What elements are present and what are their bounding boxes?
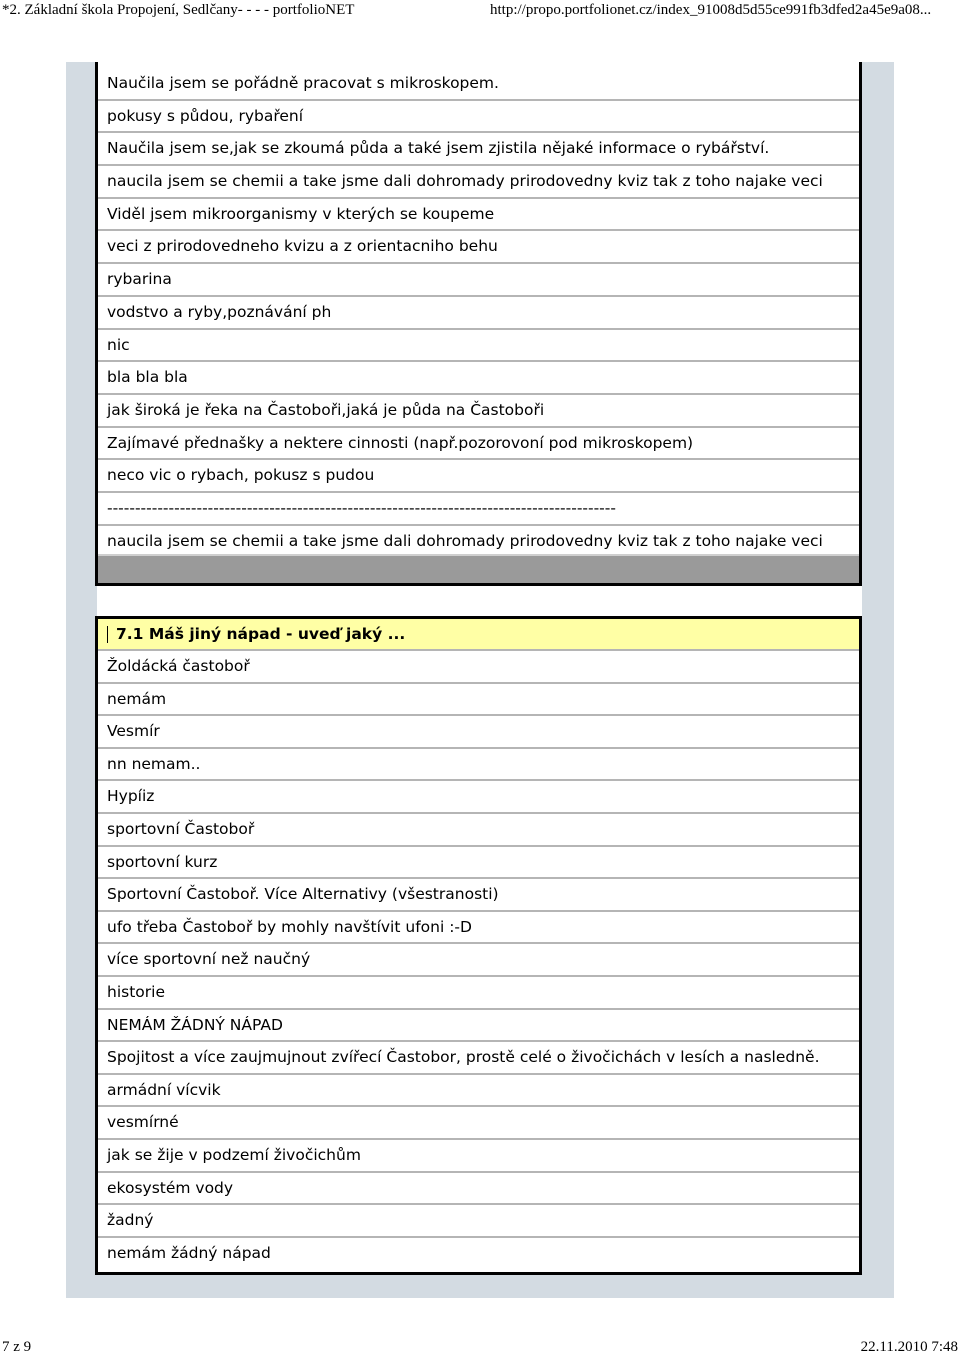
answer-row: ufo třeba Častoboř by mohly navštívit ufoni :-D: [98, 912, 859, 945]
answer-row: naucila jsem se chemii a take jsme dali dohromady prirodovedny kviz tak z toho najake veci: [98, 166, 859, 199]
answer-row: Naučila jsem se,jak se zkoumá půda a také jsem zjistila nějaké informace o rybářství.: [98, 133, 859, 166]
page-number: 7 z 9: [2, 1339, 32, 1355]
answer-row: NEMÁM ŽÁDNÝ NÁPAD: [98, 1010, 859, 1043]
answer-row: Zajímavé přednašky a nektere cinnosti (např.pozorovoní pod mikroskopem): [98, 428, 859, 461]
answer-row: Sportovní Častoboř. Více Alternativy (všestranosti): [98, 879, 859, 912]
question-marker: [107, 626, 108, 643]
answer-row: jak se žije v podzemí živočichům: [98, 1140, 859, 1173]
answer-row: žadný: [98, 1205, 859, 1238]
answer-row: ekosystém vody: [98, 1173, 859, 1206]
print-footer: [0, 1338, 960, 1357]
answer-row: naucila jsem se chemii a take jsme dali dohromady prirodovedny kviz tak z toho najake veci: [98, 526, 859, 559]
answer-row: sportovní kurz: [98, 847, 859, 880]
table-gap: [97, 586, 862, 616]
table-footer-bar: [98, 554, 859, 583]
answers-table-question-7-1: [95, 616, 862, 1275]
document-url: http://propo.portfolionet.cz/index_91008d5d55ce991fb3dfed2a45e9a08...: [490, 2, 932, 18]
answer-row: Vesmír: [98, 716, 859, 749]
question-label: 7.1 Máš jiný nápad - uveď jaký ...: [116, 625, 406, 643]
answer-row: bla bla bla: [98, 362, 859, 395]
answer-row: nic: [98, 330, 859, 363]
print-date: 22.11.2010 7:48: [860, 1339, 958, 1355]
answer-row: sportovní Častoboř: [98, 814, 859, 847]
answer-row: armádní vícvik: [98, 1075, 859, 1108]
answer-row: jak široká je řeka na Častoboři,jaká je půda na Častoboři: [98, 395, 859, 428]
answer-row: pokusy s půdou, rybaření: [98, 101, 859, 134]
print-header: [0, 0, 960, 20]
answer-row: rybarina: [98, 264, 859, 297]
answer-row: veci z prirodovedneho kvizu a z orientacniho behu: [98, 231, 859, 264]
question-header: [98, 619, 859, 651]
answer-row: historie: [98, 977, 859, 1010]
answers-list-previous: [98, 62, 859, 558]
answer-row: vesmírné: [98, 1107, 859, 1140]
answers-table-previous: [95, 62, 862, 586]
answer-row: Viděl jsem mikroorganismy v kterých se koupeme: [98, 199, 859, 232]
answer-row: neco vic o rybach, pokusz s pudou: [98, 460, 859, 493]
answer-row: nn nemam..: [98, 749, 859, 782]
answer-row: Hypíiz: [98, 781, 859, 814]
answer-row: více sportovní než naučný: [98, 944, 859, 977]
answer-row: Spojitost a více zaujmujnout zvířecí Častobor, prostě celé o živočichách v lesích a nasledně.: [98, 1042, 859, 1075]
answer-row: nemám: [98, 684, 859, 717]
answer-row: vodstvo a ryby,poznávání ph: [98, 297, 859, 330]
answer-row: nemám žádný nápad: [107, 1243, 271, 1262]
document-title: *2. Základní škola Propojení, Sedlčany- - - - portfolioNET: [2, 2, 355, 18]
answer-row: -------------------------------------------------------------------------------------------: [98, 493, 859, 526]
answer-row: Žoldácká častoboř: [98, 651, 859, 684]
answer-row: Naučila jsem se pořádně pracovat s mikroskopem.: [98, 68, 859, 101]
